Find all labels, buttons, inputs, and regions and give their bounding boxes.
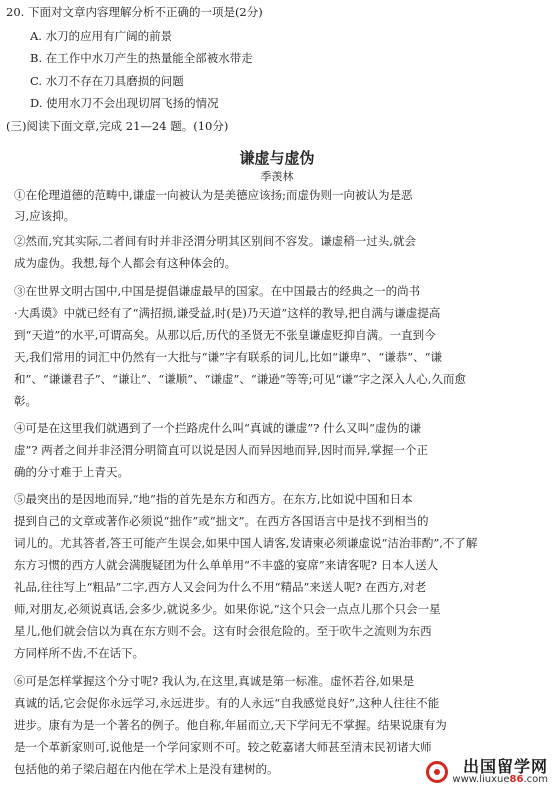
section-header: (三)阅读下面文章,完成 21—24 题。(10分) — [6, 119, 229, 133]
article-line: ③在世界文明古国中,中国是提倡谦虚最早的国家。在中国最古的经典之一的尚书 — [14, 284, 421, 298]
globe-icon — [426, 761, 448, 783]
article-line: 东方习惯的西方人就会满腹疑团为什么单单用“不丰盛的宴席”来请客呢? 日本人送人 — [14, 558, 439, 572]
article-line: 彰。 — [14, 394, 37, 408]
article-line: ①在伦理道德的范畴中,谦虚一向被认为是美德应该扬;而虚伪则一向被认为是恶 — [14, 188, 413, 202]
article-line: 星儿,他们就会信以为真在东方则不会。这有时会很危险的。至于吹牛之流则为东西 — [14, 624, 432, 638]
option-d: D. 使用水刀不会出现切屑飞扬的情况 — [30, 96, 219, 110]
article-line: ⑥可是怎样掌握这个分寸呢? 我认为,在这里,真诚是第一标准。虚怀若谷,如果是 — [14, 674, 415, 688]
article-line: 方同样所不齿,不在话下。 — [14, 646, 145, 660]
article-line: ·大禹谟》中就已经有了“满招损,谦受益,时(是)乃天道”这样的教导,把自满与谦虚提高 — [14, 306, 441, 320]
article-line: 提到自己的文章或著作必须说“拙作”或“拙文”。在西方各国语言中是找不到相当的 — [14, 514, 429, 528]
article-line: 词儿的。尤其答者,答王可能产生误会,如果中国人请客,发请柬必须谦虚说“洁治菲酌”,不了解 — [14, 536, 478, 550]
watermark-site-name: 出国留学网 — [462, 757, 548, 776]
article-line: ②然而,究其实际,二者间有时并非泾渭分明其区别间不容发。谦虚稍一过头,就会 — [14, 234, 416, 248]
article-title: 谦虚与虚伪 — [239, 149, 315, 167]
article-line: 确的分寸难于上青天。 — [14, 465, 129, 479]
article-line: ④可是在这里我们就遇到了一个拦路虎什么叫“真诚的谦虚”? 什么又叫“虚伪的谦 — [14, 421, 421, 435]
article-line: 真诚的话,它会促你永远学习,永远进步。有的人永远“自我感觉良好”,这种人往往不能 — [14, 696, 440, 710]
article-line: 天,我们常用的词汇中仍然有一大批与“谦”字有联系的词儿,比如“谦卑”、“谦恭”、“谦 — [14, 350, 442, 364]
article-author: 季羡林 — [260, 170, 294, 183]
article-line: 虚”? 两者之间并非泾渭分明简直可以说是因人而异因地而异,因时而异,掌握一个正 — [14, 443, 429, 457]
watermark-logo — [388, 758, 548, 786]
article-line: 进步。康有为是一个著名的例子。他自称,年届而立,天下学问无不掌握。结果说康有为 — [14, 718, 447, 732]
question-20-stem: 20. 下面对文章内容理解分析不正确的一项是(2分) — [6, 5, 263, 19]
article-line: 是一个革新家则可,说他是一个学问家则不可。较之乾嘉诸大师甚至清末民初诸大师 — [14, 740, 432, 754]
option-c: C. 水刀不存在刀具磨损的问题 — [30, 74, 184, 88]
article-line: 到“天道”的水平,可谓高矣。从那以后,历代的圣贤无不张皇谦虚贬抑自满。一直到今 — [14, 328, 436, 342]
article-line: 师,对朋友,必须说真话,会多少,就说多少。如果你说,“这个只会一点点儿那个只会一星 — [14, 602, 441, 616]
article-line: 成为虚伪。我想,每个人都会有这种体会的。 — [14, 256, 237, 270]
article-line: 和”、“谦谦君子”、“谦让”、“谦顺”、“谦虚”、“谦逊”等等;可见“谦”字之深入人心,久而愈 — [14, 372, 466, 386]
watermark-url: www.liuxue86.com — [452, 774, 548, 785]
option-b: B. 在工作中水刀产生的热量能全部被水带走 — [30, 51, 253, 65]
article-line: 礼品,往往写上“粗品”二字,西方人又会问为什么不用“精品”来送人呢? 在西方,对老 — [14, 580, 427, 594]
article-line: 习,应该抑。 — [14, 209, 76, 223]
option-a: A. 水刀的应用有广阔的前景 — [30, 29, 173, 43]
article-line: ⑤最突出的是因地而异,“地”指的首先是东方和西方。在东方,比如说中国和日本 — [14, 492, 413, 506]
article-line: 包括他的弟子梁启超在内他在学术上是没有建树的。 — [14, 762, 279, 776]
